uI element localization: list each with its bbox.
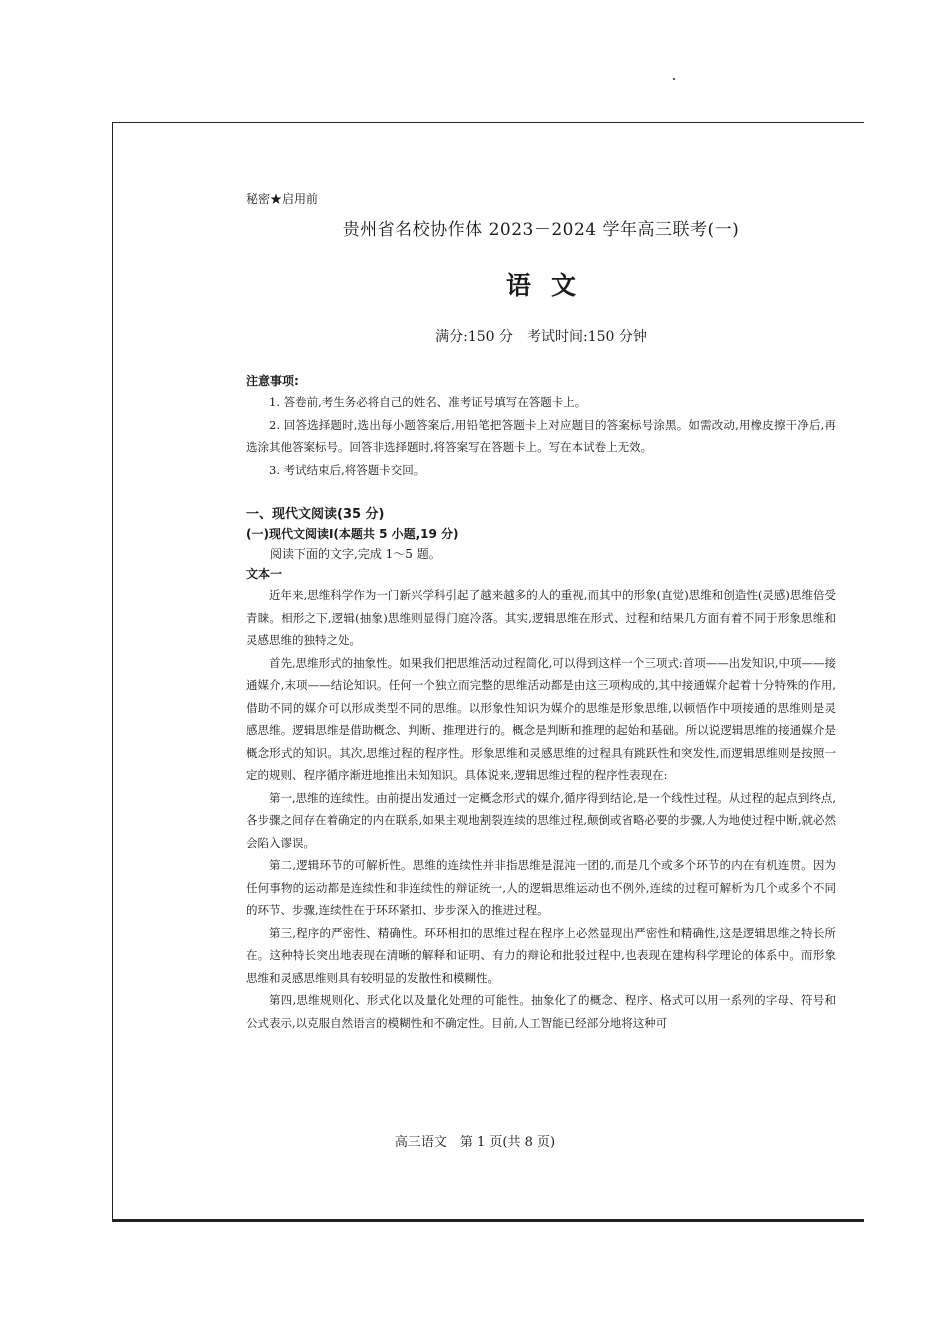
scan-speck xyxy=(673,78,675,80)
notice-item: 2. 回答选择题时,选出每小题答案后,用铅笔把答题卡上对应题目的答案标号涂黑。如需改动,用橡皮擦干净后,再选涂其他答案标号。回答非选择题时,将答案写在答题卡上。写在本试卷上无效。 xyxy=(246,417,836,454)
scan-border-bottom xyxy=(112,1219,864,1222)
section-instruction: 阅读下面的文字,完成 1～5 题。 xyxy=(270,547,441,561)
subject-title: 语文 xyxy=(505,271,596,300)
exam-page xyxy=(246,190,836,1034)
body-paragraph: 第四,思维规则化、形式化以及量化处理的可能性。抽象化了的概念、程序、格式可以用一系列的字母、符号和公式表示,以克服自然语言的模糊性和不确定性。目前,人工智能已经部分地将这种可 xyxy=(246,993,836,1030)
section-title: 一、现代文阅读(35 分) xyxy=(246,507,385,522)
notice-item: 1. 答卷前,考生务必将自己的姓名、准考证号填写在答题卡上。 xyxy=(269,395,587,409)
page-footer: 高三语文 第 1 页(共 8 页) xyxy=(394,1135,556,1150)
notice-item: 3. 考试结束后,将答题卡交回。 xyxy=(269,462,426,477)
notice-title: 注意事项: xyxy=(246,374,299,388)
body-paragraph: 近年来,思维科学作为一门新兴学科引起了越来越多的人的重视,而其中的形象(直觉)思维和创造性(灵感)思维倍受青睐。相形之下,逻辑(抽象)思维则显得门庭冷落。其实,逻辑思维在形式、过程和结果几方面有着不同于形象思维和灵感思维的独特之处。 xyxy=(246,588,836,647)
scan-border-top xyxy=(112,122,864,123)
body-paragraph: 第一,思维的连续性。由前提出发通过一定概念形式的媒介,循序得到结论,是一个线性过程。从过程的起点到终点,各步骤之间存在着确定的内在联系,如果主观地割裂连续的思维过程,颠倒或省略必要的步骤,人为地使过程中断,就必然会陷入谬误。 xyxy=(246,790,836,850)
body-paragraph: 首先,思维形式的抽象性。如果我们把思维活动过程简化,可以得到这样一个三项式:首项——出发知识,中项——接通媒介,末项——结论知识。任何一个独立而完整的思维活动都是由这三项构成的,其中接通媒介起着十分特殊的作用,借助不同的媒介可以形成类型不同的思维。以形象性知识为媒介的思维是形象思维,以顿悟作中项接通的思维则是灵感思维。逻辑思维是借助概念、判断、推理进行的。概念是判断和推理的起始和基础。所以说逻辑思维的接通媒介是概念形式的知识。其次,思维过程的程序性。形象思维和灵感思维的过程具有跳跃性和突发性,而逻辑思维则是按照一定的规则、程序循序渐进地推出未知知识。具体说来,逻辑思维过程的程序性表现在: xyxy=(246,655,836,782)
body-paragraph: 第二,逻辑环节的可解析性。思维的连续性并非指思维是混沌一团的,而是几个或多个环节的内在有机连贯。因为任何事物的运动都是连续性和非连续性的辩证统一,人的逻辑思维运动也不例外,连续的过程可解析为几个或多个不同的环节、步骤,连续性在于环环紧扣、步步深入的推进过程。 xyxy=(246,858,836,917)
secret-label: 秘密★启用前 xyxy=(246,192,319,206)
exam-title: 贵州省名校协作体 2023－2024 学年高三联考(一) xyxy=(342,220,740,240)
section-subtitle: (一)现代文阅读Ⅰ(本题共 5 小题,19 分) xyxy=(246,527,459,541)
body-paragraph: 第三,程序的严密性、精确性。环环相扣的思维过程在程序上必然显现出严密性和精确性,这是逻辑思维之特长所在。这种特长突出地表现在清晰的解释和证明、有力的辩论和批驳过程中,也表现在建构科学理论的体系中。而形象思维和灵感思维则具有较明显的发散性和模糊性。 xyxy=(246,925,836,985)
scan-border-left xyxy=(112,122,113,1222)
text-label: 文本一 xyxy=(246,567,283,581)
score-time: 满分:150 分 考试时间:150 分钟 xyxy=(435,329,647,345)
